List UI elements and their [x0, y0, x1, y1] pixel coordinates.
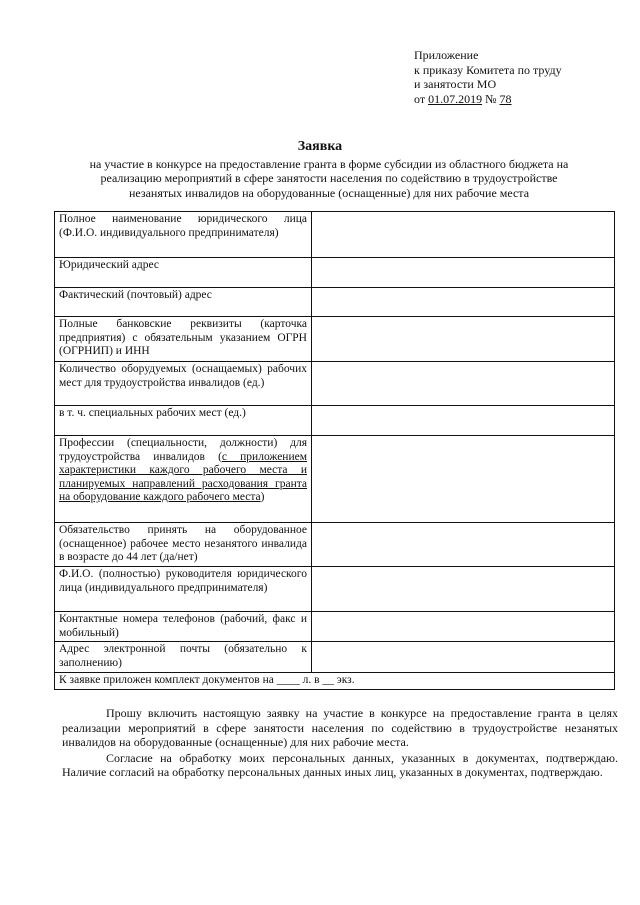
label-full-name: Полное наименование юридического лица (Ф.И.О. индивидуального предпринимателя) — [55, 212, 312, 258]
attachments-text-c: экз. — [333, 674, 355, 687]
attachments-copies-blank[interactable]: __ — [322, 674, 334, 687]
form-row-hire-commitment — [55, 523, 615, 567]
appendix-line1: Приложение — [414, 48, 479, 62]
appendix-header — [414, 48, 562, 106]
appendix-order-ref — [414, 92, 562, 107]
subtitle-line1: на участие в конкурсе на предоставление гранта в форме субсидии из областного бюджета на — [89, 157, 569, 171]
subtitle-line3: незанятых инвалидов на оборудованные (оснащенные) для них рабочие места — [128, 185, 530, 200]
order-prefix: от — [414, 91, 429, 106]
label-professions — [55, 436, 312, 523]
appendix-line3: и занятости МО — [414, 77, 497, 92]
label-phones: Контактные номера телефонов (рабочий, факс и мобильный) — [55, 612, 312, 642]
label-director-name: Ф.И.О. (полностью) руководителя юридического лица (индивидуального предпринимателя) — [55, 567, 312, 612]
form-row-email — [55, 642, 615, 673]
request-paragraph: Прошу включить настоящую заявку на участие в конкурсе на предоставление гранта в целях реализации мероприятий в сфере занятости населения по содействию в трудоустройстве незанятых инвалидов на оборудованные (оснащенные) для них рабочие места. — [62, 706, 618, 750]
form-row-workplaces-count — [55, 362, 615, 406]
field-postal-address[interactable] — [312, 288, 615, 317]
order-date: 01.07.2019 — [428, 91, 483, 106]
application-form-table — [54, 211, 615, 690]
form-row-professions — [55, 436, 615, 523]
field-hire-commitment[interactable] — [312, 523, 615, 567]
label-professions-a: Профессии (специальности, должности) для трудоустройства инвалидов ( — [59, 437, 307, 463]
attachments-statement — [55, 673, 615, 690]
form-row-director-name — [55, 567, 615, 612]
form-row-postal-address — [55, 288, 615, 317]
label-professions-c: ) — [260, 491, 265, 504]
appendix-line2: к приказу Комитета по труду — [414, 62, 562, 77]
request-paragraphs — [62, 706, 618, 780]
field-workplaces-count[interactable] — [312, 362, 615, 406]
field-professions[interactable] — [312, 436, 615, 523]
label-workplaces-count: Количество оборудуемых (оснащаемых) рабочих мест для трудоустройства инвалидов (ед.) — [55, 362, 312, 406]
label-professions-underlined: с приложением характеристики каждого рабочего места и планируемых направлений расходования гранта на оборудование каждого рабочего места — [59, 450, 307, 504]
field-legal-address[interactable] — [312, 258, 615, 288]
field-full-name[interactable] — [312, 212, 615, 258]
document-subtitle — [46, 157, 612, 200]
subtitle-line2: реализацию мероприятий в сфере занятости населения по содействию в трудоустройстве — [100, 171, 558, 186]
consent-paragraph: Согласие на обработку моих персональных данных, указанных в документах, подтверждаю. Наличие согласий на обработку персональных данных иных лиц, указанных в документах, подтверждаю. — [62, 750, 618, 780]
attachments-pages-blank[interactable]: ____ — [276, 674, 300, 687]
form-row-phones — [55, 612, 615, 642]
label-hire-commitment: Обязательство принять на оборудованное (оснащенное) рабочее место незанятого инвалида в возрасте до 44 лет (да/нет) — [55, 523, 312, 567]
attachments-text-b: л. в — [299, 674, 323, 687]
form-row-attachments — [55, 673, 615, 690]
document-title: Заявка — [297, 139, 343, 154]
label-special-workplaces: в т. ч. специальных рабочих мест (ед.) — [55, 406, 312, 436]
order-number: 78 — [499, 91, 512, 106]
form-row-legal-address — [55, 258, 615, 288]
form-row-special-workplaces — [55, 406, 615, 436]
field-phones[interactable] — [312, 612, 615, 642]
field-director-name[interactable] — [312, 567, 615, 612]
label-legal-address: Юридический адрес — [55, 258, 312, 288]
field-email[interactable] — [312, 642, 615, 673]
field-special-workplaces[interactable] — [312, 406, 615, 436]
label-postal-address: Фактический (почтовый) адрес — [55, 288, 312, 317]
form-row-full-name — [55, 212, 615, 258]
form-row-bank-details — [55, 317, 615, 362]
order-number-sign: № — [482, 91, 500, 106]
field-bank-details[interactable] — [312, 317, 615, 362]
attachments-text-a: К заявке приложен комплект документов на — [59, 674, 277, 687]
label-bank-details: Полные банковские реквизиты (карточка предприятия) с обязательным указанием ОГРН (ОГРНИП) и ИНН — [55, 317, 312, 362]
label-email: Адрес электронной почты (обязательно к заполнению) — [55, 642, 312, 673]
